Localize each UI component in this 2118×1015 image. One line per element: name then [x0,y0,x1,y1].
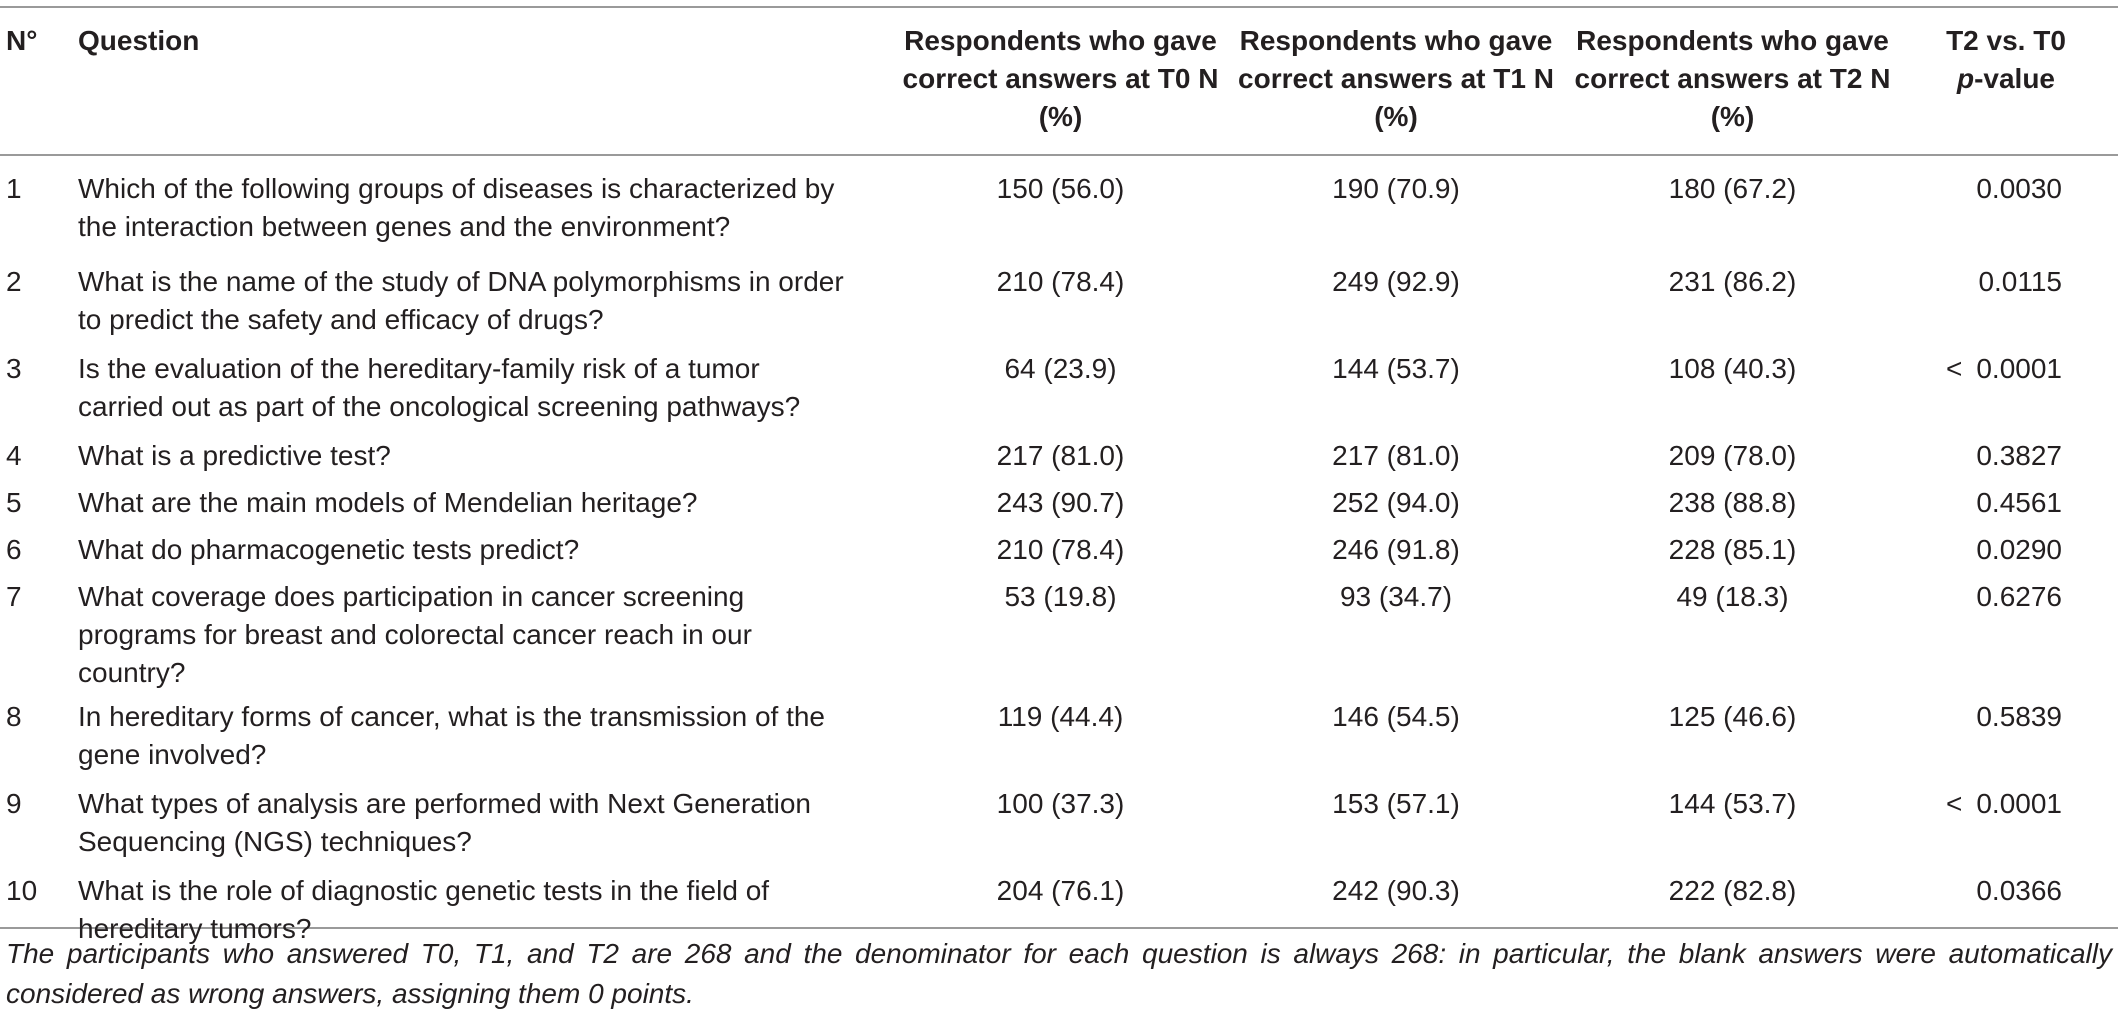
row-t1-value: 190 (70.9) [1332,173,1460,204]
header-p-italic: p [1956,63,1975,94]
row-t0-value: 64 (23.9) [1004,353,1117,384]
row-question: Is the evaluation of the hereditary-family risk of a tumor carried out as part of the oncological screening pathways? [78,353,801,422]
row-t0-value: 100 (37.3) [996,788,1125,819]
row-question: What coverage does participation in cancer screening programs for breast and colorectal cancer reach in our country? [78,581,752,688]
table-body [0,154,2118,953]
row-p-number: 0.0001 [1976,788,2062,819]
row-p-number: 0.0030 [1976,173,2062,204]
row-number: 6 [6,534,22,565]
row-t0-value: 119 (44.4) [997,701,1124,732]
row-t2-value: 49 (18.3) [1676,581,1789,612]
row-number: 9 [6,788,22,819]
row-p-number: 0.0001 [1976,353,2062,384]
row-number: 10 [6,875,38,906]
row-question: What types of analysis are performed with Next Generation Sequencing (NGS) techniques? [78,788,812,857]
row-p-value [1904,478,2118,525]
row-p-number: 0.0290 [1976,534,2062,565]
row-t2-value: 144 (53.7) [1668,788,1797,819]
table-row [0,478,2118,525]
row-p-number: 0.0366 [1976,875,2062,906]
row-question: Which of the following groups of diseases is characterized by the interaction between genes and the environment? [78,173,835,242]
row-p-prefix: < [1946,353,1963,384]
row-number: 3 [6,353,22,384]
row-t1-value: 217 (81.0) [1332,440,1460,471]
row-p-value [1904,572,2118,692]
row-t1-value: 246 (91.8) [1332,534,1460,565]
row-question: What do pharmacogenetic tests predict? [78,534,580,565]
row-p-value [1904,154,2118,257]
row-number: 1 [6,173,22,204]
row-question: In hereditary forms of cancer, what is the transmission of the gene involved? [78,701,826,770]
row-t0-value: 204 (76.1) [996,875,1125,906]
row-t0-value: 217 (81.0) [996,440,1125,471]
row-t1-value: 93 (34.7) [1339,581,1453,612]
row-number: 7 [6,581,22,612]
header-p-value-line2 [1904,60,2108,98]
row-p-value [1904,257,2118,344]
table-header-row [0,8,2118,154]
row-p-number: 0.5839 [1976,701,2062,732]
row-p-prefix: < [1946,788,1963,819]
row-question: What is the role of diagnostic genetic tests in the field of hereditary tumors? [78,875,770,944]
row-t1-value: 252 (94.0) [1332,487,1460,518]
row-t2-value: 180 (67.2) [1668,173,1797,204]
row-number: 4 [6,440,22,471]
header-p-value [1904,8,2118,154]
row-t2-value: 222 (82.8) [1668,875,1797,906]
row-question: What are the main models of Mendelian heritage? [78,487,698,518]
row-t2-value: 125 (46.6) [1668,701,1797,732]
table-row [0,572,2118,692]
row-p-value [1904,692,2118,779]
row-question: What is a predictive test? [78,440,391,471]
row-t2-value: 108 (40.3) [1668,353,1797,384]
row-p-value [1904,431,2118,478]
row-t0-value: 210 (78.4) [996,266,1125,297]
table-row [0,431,2118,478]
row-t1-value: 146 (54.5) [1332,701,1460,732]
row-number: 5 [6,487,22,518]
header-t1: Respondents who gave correct answers at T1 N (%) [1238,25,1554,132]
header-p-value-line1: T2 vs. T0 [1946,25,2066,56]
row-number: 8 [6,701,22,732]
row-number: 2 [6,266,22,297]
table-row [0,779,2118,866]
header-t2: Respondents who gave correct answers at T2 N (%) [1574,25,1891,132]
header-t0: Respondents who gave correct answers at T0 N (%) [902,25,1219,132]
row-t1-value: 249 (92.9) [1332,266,1460,297]
row-t0-value: 53 (19.8) [1004,581,1117,612]
row-t0-value: 210 (78.4) [996,534,1125,565]
row-p-number: 0.3827 [1976,440,2062,471]
table-row [0,344,2118,431]
row-p-number: 0.6276 [1976,581,2062,612]
header-number: N° [6,25,38,56]
row-p-value [1904,525,2118,572]
results-table [0,8,2118,953]
row-p-number: 0.0115 [1978,266,2062,297]
table-row [0,257,2118,344]
table-row [0,525,2118,572]
row-t2-value: 238 (88.8) [1668,487,1797,518]
row-t1-value: 153 (57.1) [1332,788,1460,819]
row-t2-value: 228 (85.1) [1668,534,1797,565]
row-p-value [1904,344,2118,431]
header-p-suffix: -value [1974,63,2056,94]
row-t2-value: 231 (86.2) [1668,266,1797,297]
row-t2-value: 209 (78.0) [1668,440,1797,471]
row-t1-value: 242 (90.3) [1332,875,1460,906]
table-row [0,692,2118,779]
table-row [0,154,2118,257]
row-question: What is the name of the study of DNA polymorphisms in order to predict the safety and efficacy of drugs? [78,266,844,335]
row-t0-value: 243 (90.7) [996,487,1125,518]
table-footnote: The participants who answered T0, T1, and T2 are 268 and the denominator for each question is always 268: in particular, the blank answers were automatically considered as wrong answers, assigning them 0 points. [6,938,2112,1009]
row-p-value [1904,779,2118,866]
row-p-number: 0.4561 [1976,487,2062,518]
row-t0-value: 150 (56.0) [996,173,1125,204]
row-t1-value: 144 (53.7) [1332,353,1460,384]
header-question: Question [78,25,200,56]
